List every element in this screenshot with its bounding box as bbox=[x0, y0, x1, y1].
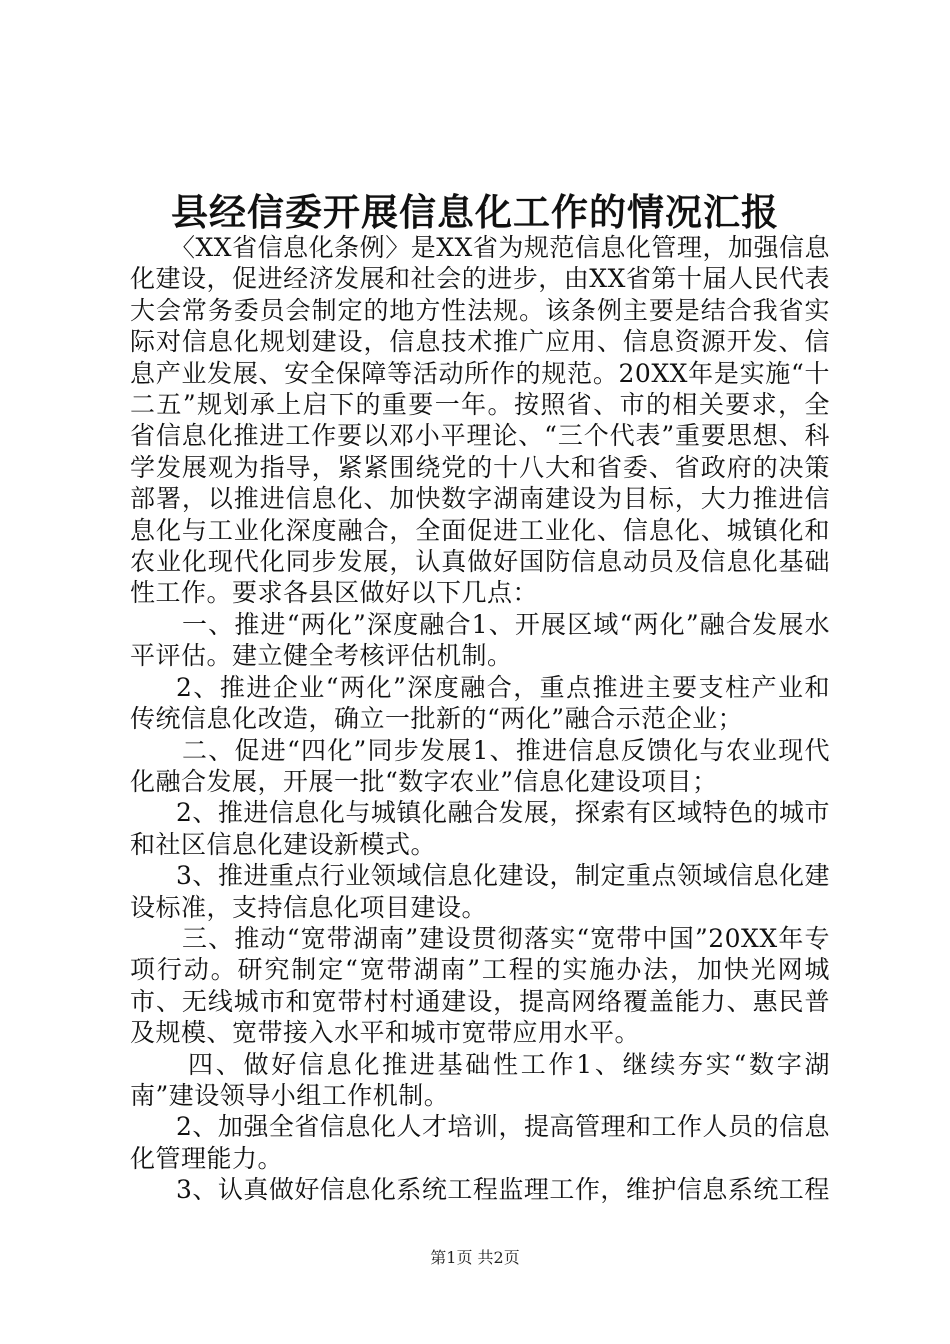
document-title: 县经信委开展信息化工作的情况汇报 bbox=[171, 190, 779, 234]
paragraph-intro: 〈XX省信息化条例〉是XX省为规范信息化管理，加强信息化建设，促进经济发展和社会的进步，由XX省第十届人民代表大会常务委员会制定的地方性法规。该条例主要是结合我省实际对信息化规划建设，信息技术推广应用、信息资源开发、信息产业发展、安全保障等活动所作的规范。20XX年是实施“十二五”规划承上启下的重要一年。按照省、市的相关要求，全省信息化推进工作要以邓小平理论、“三个代表”重要思想、科学发展观为指导，紧紧围绕党的十八大和省委、省政府的决策部署，以推进信息化、加快数字湖南建设为目标，大力推进信息化与工业化深度融合，全面促进工业化、信息化、城镇化和农业化现代化同步发展，认真做好国防信息动员及信息化基础性工作。要求各县区做好以下几点： bbox=[130, 233, 830, 608]
paragraph-item: 3、推进重点行业领域信息化建设，制定重点领域信息化建设标准，支持信息化项目建设。 bbox=[130, 861, 830, 922]
paragraph-section-4: 四、做好信息化推进基础性工作1、继续夯实“数字湖南”建设领导小组工作机制。 bbox=[130, 1049, 830, 1110]
paragraph-item: 2、推进企业“两化”深度融合，重点推进主要支柱产业和传统信息化改造，确立一批新的“两化”融合示范企业； bbox=[130, 672, 830, 734]
paragraph-item: 2、推进信息化与城镇化融合发展，探索有区域特色的城市和社区信息化建设新模式。 bbox=[130, 798, 830, 859]
paragraph-item: 3、认真做好信息化系统工程监理工作，维护信息系统工程 bbox=[176, 1175, 830, 1205]
document-body bbox=[130, 232, 830, 1206]
paragraph-section-3: 三、推动“宽带湖南”建设贯彻落实“宽带中国”20XX年专项行动。研究制定“宽带湖南”工程的实施办法，加快光网城市、无线城市和宽带村村通建设，提高网络覆盖能力、惠民普及规模、宽带接入水平和城市宽带应用水平。 bbox=[130, 923, 830, 1048]
paragraph-section-2: 二、促进“四化”同步发展1、推进信息反馈化与农业现代化融合发展，开展一批“数字农业”信息化建设项目； bbox=[130, 735, 830, 796]
paragraph-section-1: 一、推进“两化”深度融合1、开展区域“两化”融合发展水平评估。建立健全考核评估机制。 bbox=[130, 609, 830, 671]
page-number-footer: 第1页 共2页 bbox=[430, 1248, 520, 1267]
paragraph-item: 2、加强全省信息化人才培训，提高管理和工作人员的信息化管理能力。 bbox=[130, 1112, 830, 1173]
